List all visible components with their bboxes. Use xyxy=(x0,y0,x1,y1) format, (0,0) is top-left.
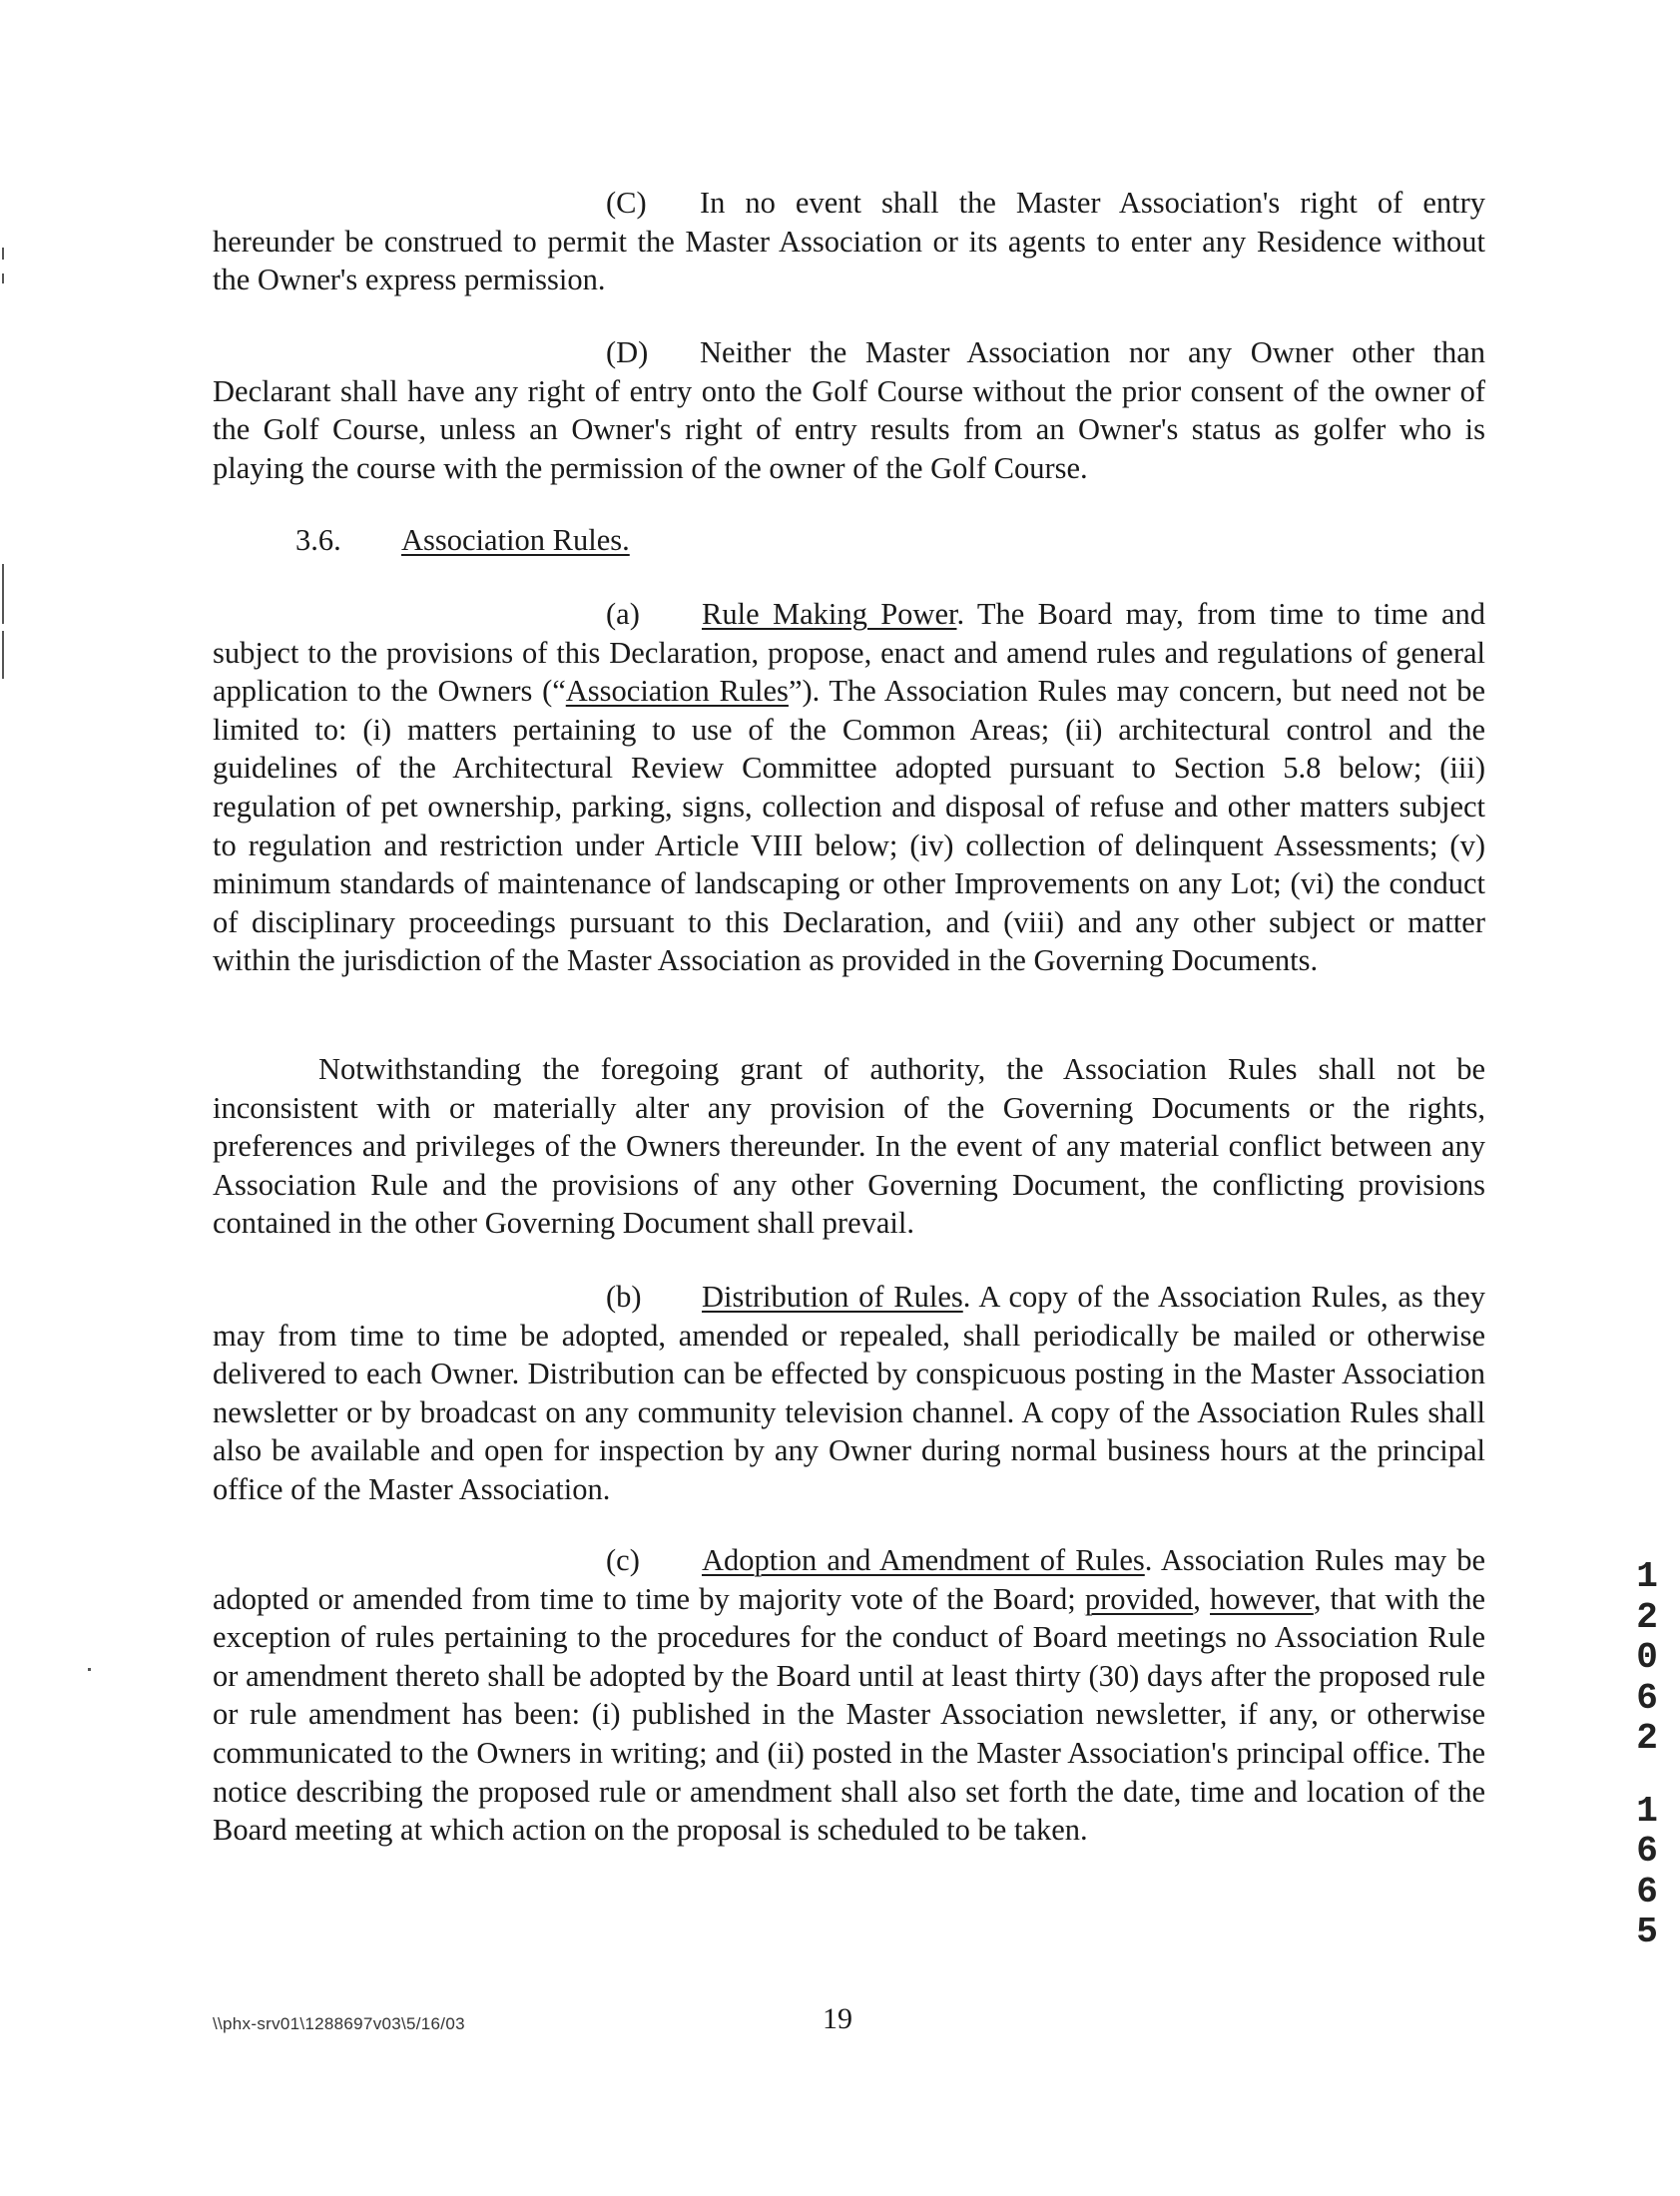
scan-artifact-mark xyxy=(2,564,4,624)
subsection-b-label: (b) xyxy=(606,1280,642,1314)
subsection-c-title: Adoption and Amendment of Rules xyxy=(702,1543,1145,1577)
stamp-digit: 5 xyxy=(1636,1912,1658,1952)
footer-document-id: \\phx-srv01\1288697v03\5/16/03 xyxy=(213,2014,465,2033)
subsection-c-comma: , xyxy=(1193,1581,1211,1616)
stamp-digit: 2 xyxy=(1636,1718,1658,1759)
paragraph-notwithstanding xyxy=(213,1050,1485,1243)
subsection-b xyxy=(213,1278,1485,1509)
subsection-c-text-1: . Association Rules may be adopted or amended from time to time by majority vote of the Board; xyxy=(213,1543,1485,1616)
paragraph-c-label: (C) xyxy=(606,186,647,220)
stamp-digit: 6 xyxy=(1636,1831,1658,1872)
section-number: 3.6. xyxy=(295,523,341,557)
scan-artifact-mark xyxy=(2,248,4,260)
subsection-b-text: . A copy of the Association Rules, as they may from time to time be adopted, amended or repealed, shall periodically be mailed or otherwise delivered to each Owner. Distribution can be effected by conspicuous posting in the Master Association newsletter or by broadcast on any community television channel. A copy of the Association Rules shall also be available and open for inspection by any Owner during normal business hours at the principal office of the Master Association. xyxy=(213,1280,1485,1506)
paragraph-d xyxy=(213,333,1485,487)
paragraph-notwithstanding-text: Notwithstanding the foregoing grant of authority, the Association Rules shall not be inconsistent with or materially alter any provision of the Governing Documents or the rights, preferences and privileges of the Owners thereunder. In the event of any material conflict between any Association Rule and the provisions of any other Governing Document, the conflicting provisions contained in the other Governing Document shall prevail. xyxy=(213,1052,1485,1241)
stamp-digit: 1 xyxy=(1636,1790,1658,1832)
stamp-digit: 6 xyxy=(1636,1871,1658,1913)
term-however: however xyxy=(1210,1581,1314,1616)
subsection-a-text-2: ”). The Association Rules may concern, but need not be limited to: (i) matters pertaining to use of the Common Areas; (ii) architectural control and the guidelines of the Architectural Review Committee adopted pursuant to Section 5.8 below; (iii) regulation of pet ownership, parking, signs, collection and disposal of refuse and other matters subject to regulation and restriction under Article VIII below; (iv) collection of delinquent Assessments; (v) minimum standards of maintenance of landscaping or other Improvements on any Lot; (vi) the conduct of disciplinary proceedings pursuant to this Declaration, and (viii) and any other subject or matter within the jurisdiction of the Master Association as provided in the Governing Documents. xyxy=(213,674,1485,978)
subsection-c-label: (c) xyxy=(606,1543,640,1577)
scan-artifact-mark xyxy=(2,274,4,283)
subsection-a-text-1: . The Board may, from time to time and subject to the provisions of this Declaration, propose, enact and amend rules and regulations of general application to the Owners (“ xyxy=(213,597,1485,709)
scan-artifact-mark xyxy=(88,1668,91,1671)
section-title: Association Rules. xyxy=(401,523,630,557)
stamp-digit: 1 xyxy=(1636,1556,1658,1597)
stamp-digit: 2 xyxy=(1636,1596,1658,1638)
paragraph-d-text: Neither the Master Association nor any Owner other than Declarant shall have any right of entry onto the Golf Course without the prior consent of the owner of the Golf Course, unless an Owner's right of entry results from an Owner's status as golfer who is playing the course with the permission of the owner of the Golf Course. xyxy=(213,335,1485,485)
paragraph-c xyxy=(213,184,1485,299)
section-heading xyxy=(295,521,630,560)
subsection-a-label: (a) xyxy=(606,597,640,631)
paragraph-d-label: (D) xyxy=(606,335,649,369)
recording-number-stamp xyxy=(1629,1557,1665,1953)
defined-term-association-rules: Association Rules xyxy=(565,674,789,709)
scan-artifact-mark xyxy=(2,631,4,679)
stamp-digit: 0 xyxy=(1636,1637,1658,1678)
subsection-a-title: Rule Making Power xyxy=(702,597,957,631)
stamp-digit: 6 xyxy=(1636,1677,1658,1719)
term-provided: provided xyxy=(1084,1581,1194,1616)
page-number: 19 xyxy=(823,2002,852,2035)
subsection-c-text-2: , that with the exception of rules pertaining to the procedures for the conduct of Board meetings no Association Rule or amendment thereto shall be adopted by the Board until at least thirty (30) days after the proposed rule or rule amendment has been: (i) published in the Master Association newsletter, if any, or otherwise communicated to the Owners in writing; and (ii) posted in the Master Association's principal office. The notice describing the proposed rule or amendment shall also set forth the date, time and location of the Board meeting at which action on the proposal is scheduled to be taken. xyxy=(213,1581,1485,1848)
subsection-c xyxy=(213,1541,1485,1850)
subsection-b-title: Distribution of Rules xyxy=(702,1280,963,1314)
subsection-a xyxy=(213,595,1485,980)
stamp-gap xyxy=(1629,1760,1665,1792)
paragraph-c-text: In no event shall the Master Association's right of entry hereunder be construed to permit the Master Association or its agents to enter any Residence without the Owner's express permission. xyxy=(213,186,1485,297)
